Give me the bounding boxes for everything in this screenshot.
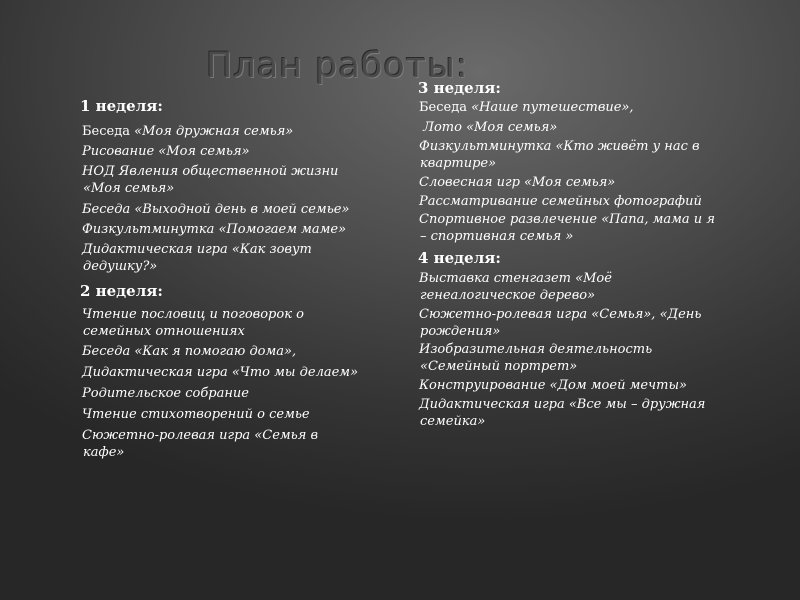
list-item: Рассматривание семейных фотографий	[419, 194, 702, 209]
list-item: Беседа «Как я помогаю дома»,	[82, 344, 297, 359]
page-title: План работы:	[206, 46, 469, 86]
list-item: Физкультминутка «Кто живёт у нас в квартире»	[419, 139, 700, 171]
week1-heading: 1 неделя:	[80, 97, 163, 115]
list-item: НОД Явления общественной жизни «Моя семья»	[82, 164, 339, 196]
week3-heading: 3 неделя:	[418, 79, 501, 97]
list-item: Беседа «Моя дружная семья»	[82, 124, 294, 139]
list-item: Дидактическая игра «Что мы делаем»	[82, 365, 359, 380]
list-item: Конструирование «Дом моей мечты»	[419, 378, 688, 393]
list-item: Выставка стенгазет «Моё генеалогическое дерево»	[419, 271, 612, 303]
list-item: Чтение пословиц и поговорок о семейных отношениях	[82, 307, 304, 339]
list-item: Спортивное развлечение «Папа, мама и я – спортивная семья »	[419, 212, 715, 244]
list-item: Беседа «Выходной день в моей семье»	[82, 202, 350, 217]
list-item: Сюжетно-ролевая игра «Семья», «День рождения»	[419, 307, 702, 339]
list-item: Дидактическая игра «Все мы – дружная семейка»	[419, 397, 706, 429]
week2-heading: 2 неделя:	[80, 282, 163, 300]
list-item: Словесная игр «Моя семья»	[419, 175, 616, 190]
list-item: Дидактическая игра «Как зовут дедушку?»	[82, 242, 312, 274]
list-item: Изобразительная деятельность «Семейный портрет»	[419, 342, 653, 374]
list-item: Чтение стихотворений о семье	[82, 407, 310, 422]
week4-heading: 4 неделя:	[418, 249, 501, 267]
list-item: Беседа «Наше путешествие»,	[419, 100, 634, 115]
list-item: Сюжетно-ролевая игра «Семья в кафе»	[82, 428, 319, 460]
list-item: Лото «Моя семья»	[419, 120, 558, 135]
list-item: Родительское собрание	[82, 386, 250, 401]
list-item: Физкультминутка «Помогаем маме»	[82, 222, 347, 237]
list-item: Рисование «Моя семья»	[82, 144, 250, 159]
